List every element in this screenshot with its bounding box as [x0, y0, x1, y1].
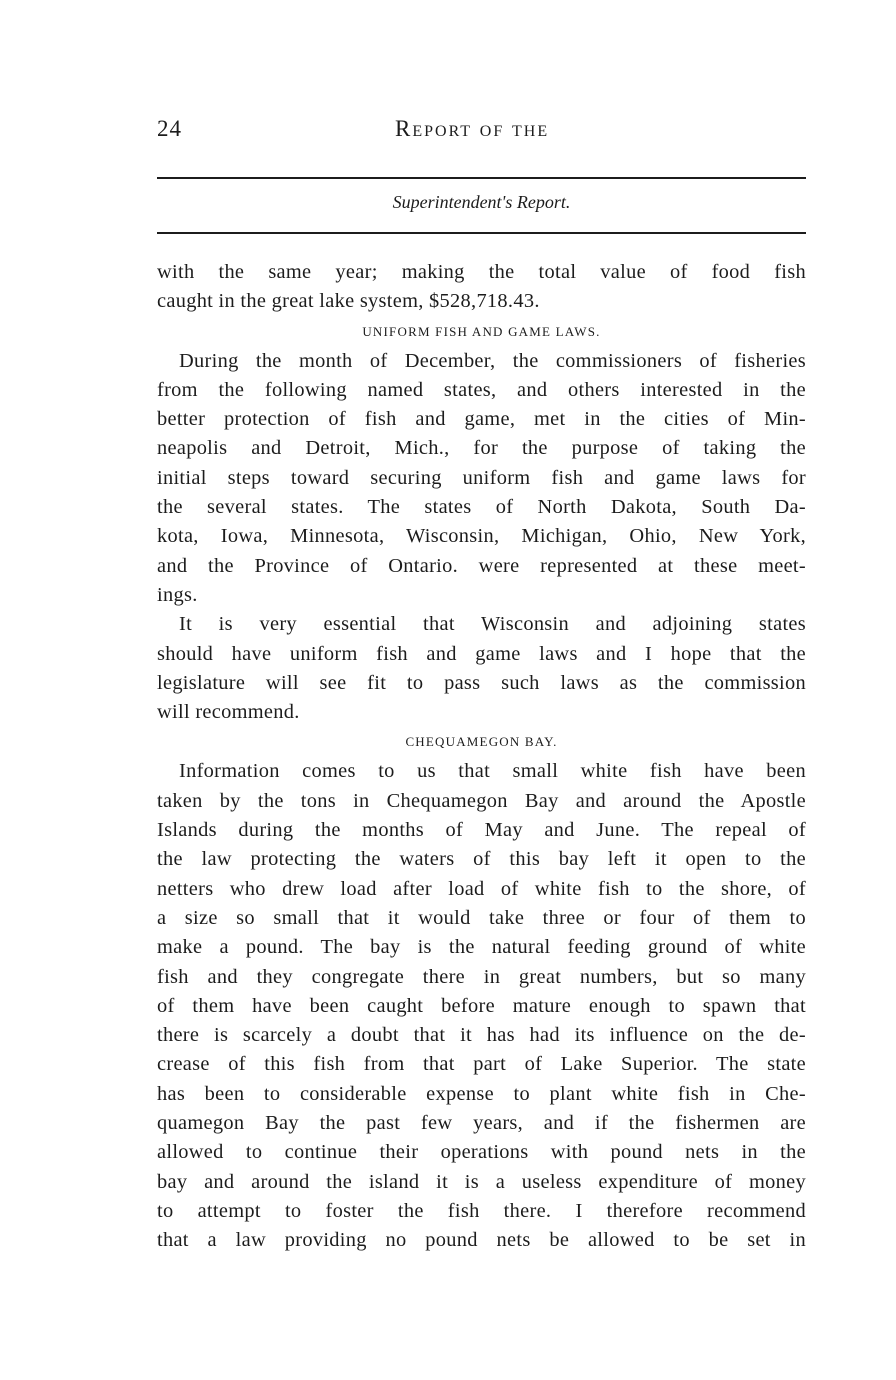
paragraph: [157, 610, 806, 727]
text-line: fish and they congregate there in great numbers, but so many: [157, 965, 806, 988]
text-line: taken by the tons in Chequamegon Bay and around the Apostle: [157, 789, 806, 812]
section-heading: CHEQUAMEGON BAY.: [405, 734, 558, 750]
text-line: caught in the great lake system, $528,718.43.: [157, 290, 540, 313]
text-line: of them have been caught before mature enough to spawn that: [157, 994, 806, 1017]
text-line: will recommend.: [157, 701, 300, 724]
text-line: kota, Iowa, Minnesota, Wisconsin, Michigan, Ohio, New York,: [157, 525, 806, 548]
page-number: 24: [157, 116, 182, 141]
text-line: neapolis and Detroit, Mich., for the purpose of taking the: [157, 437, 806, 460]
text-line: with the same year; making the total value of food fish: [157, 261, 806, 283]
text-line: It is very essential that Wisconsin and adjoining states: [179, 613, 806, 636]
text-line: crease of this fish from that part of Lake Superior. The state: [157, 1053, 806, 1076]
text-line: a size so small that it would take three or four of them to: [157, 906, 806, 929]
text-line: netters who drew load after load of white fish to the shore, of: [157, 877, 806, 900]
text-line: that a law providing no pound nets be allowed to be set in: [157, 1229, 806, 1252]
text-line: better protection of fish and game, met in the cities of Min-: [157, 408, 806, 431]
text-line: bay and around the island it is a useless expenditure of money: [157, 1170, 806, 1193]
header-rule-bottom: [157, 232, 806, 234]
text-line: quamegon Bay the past few years, and if the fishermen are: [157, 1112, 806, 1135]
text-line: the several states. The states of North Dakota, South Da-: [157, 496, 806, 519]
text-line: the law protecting the waters of this bay left it open to the: [157, 848, 806, 871]
section-heading: UNIFORM FISH AND GAME LAWS.: [362, 323, 601, 339]
text-line: and the Province of Ontario. were represented at these meet-: [157, 554, 806, 577]
text-line: make a pound. The bay is the natural feeding ground of white: [157, 936, 806, 959]
text-line: During the month of December, the commissioners of fisheries: [179, 349, 806, 372]
body-text: [157, 258, 806, 1256]
text-line: Information comes to us that small white fish have been: [179, 760, 806, 783]
text-line: ings.: [157, 583, 198, 606]
text-line: Islands during the months of May and June. The repeal of: [157, 819, 806, 842]
text-line: there is scarcely a doubt that it has had its influence on the de-: [157, 1024, 806, 1047]
text-line: has been to considerable expense to plant white fish in Che-: [157, 1082, 806, 1105]
text-line: to attempt to foster the fish there. I therefore recommend: [157, 1199, 806, 1222]
paragraph: [157, 258, 806, 317]
text-line: should have uniform fish and game laws and I hope that the: [157, 642, 806, 665]
section-subtitle: Superintendent's Report.: [392, 192, 571, 212]
text-line: initial steps toward securing uniform fish and game laws for: [157, 466, 806, 489]
paragraph: [157, 347, 806, 611]
running-title: Report of the: [395, 116, 550, 141]
text-line: allowed to continue their operations with pound nets in the: [157, 1141, 806, 1164]
text-line: legislature will see fit to pass such laws as the commission: [157, 671, 806, 694]
text-line: from the following named states, and others interested in the: [157, 378, 806, 401]
paragraph: [157, 757, 806, 1255]
header-rule-top: [157, 177, 806, 179]
